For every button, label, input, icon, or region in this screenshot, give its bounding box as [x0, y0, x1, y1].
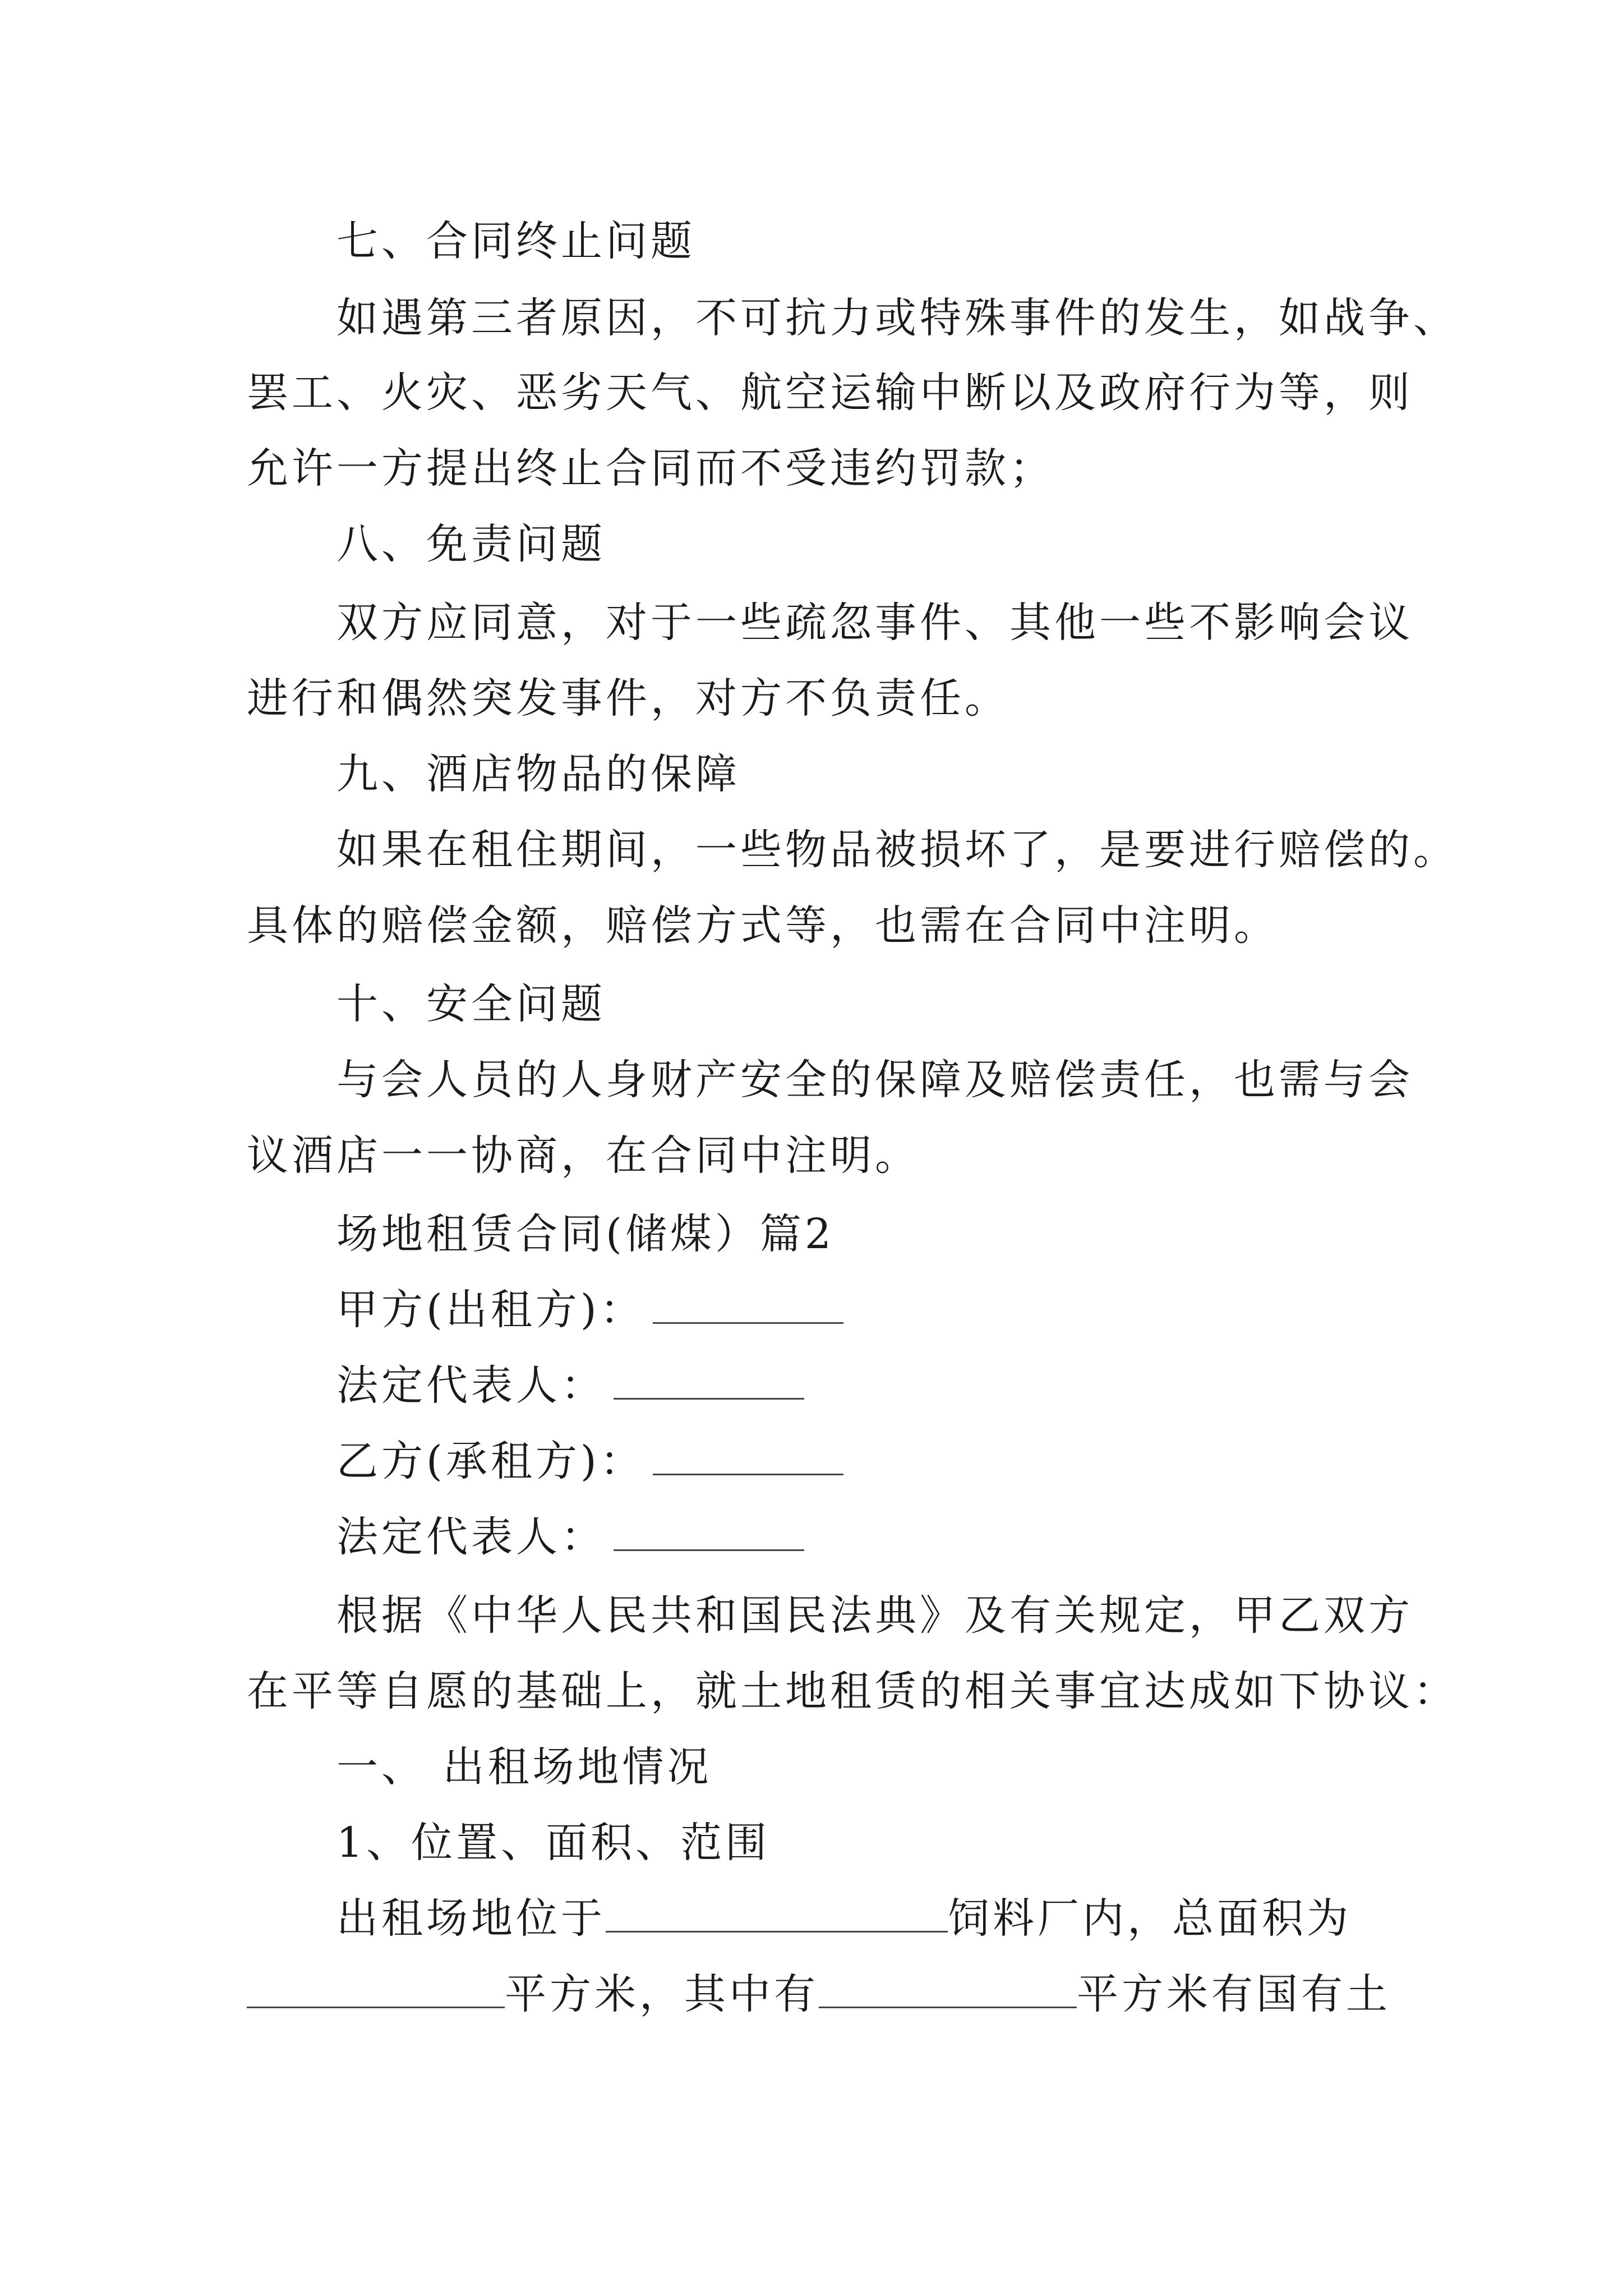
section-10-heading: 十、安全问题: [336, 980, 606, 1028]
section-7-heading: 七、合同终止问题: [336, 217, 695, 265]
section-7-line-1: 如遇第三者原因，不可抗力或特殊事件的发生，如战争、: [336, 294, 1458, 342]
section-7-line-3: 允许一方提出终止合同而不受违约罚款；: [247, 444, 1054, 493]
location-blank: [606, 1895, 948, 1932]
article-1-heading: 一、 出租场地情况: [336, 1743, 712, 1791]
location-label: 出租场地位于: [336, 1894, 606, 1943]
section-9-line-1: 如果在租住期间，一些物品被损坏了，是要进行赔偿的。: [336, 826, 1458, 874]
preamble-line-2: 在平等自愿的基础上，就土地租赁的相关事宜达成如下协议：: [247, 1667, 1458, 1715]
total-area-label: 饲料厂内，总面积为: [948, 1894, 1352, 1943]
party-a-blank: [653, 1286, 843, 1324]
section-10-line-1: 与会人员的人身财产安全的保障及赔偿责任，也需与会: [336, 1056, 1413, 1104]
total-area-blank: [247, 1971, 505, 2008]
party-a-label: 甲方(出租方)：: [336, 1286, 645, 1334]
rep-b-blank: [614, 1513, 804, 1551]
rep-b-label: 法定代表人：: [336, 1513, 606, 1561]
party-b-label: 乙方(承租方)：: [336, 1437, 645, 1485]
article-1-line-1: [336, 1890, 1352, 1947]
party-b-blank: [653, 1438, 843, 1475]
article-1-subheading: 1、位置、面积、范围: [336, 1819, 771, 1867]
rep-a-blank: [614, 1362, 804, 1400]
section-7-line-2: 罢工、火灾、恶劣天气、航空运输中断以及政府行为等，则: [247, 369, 1413, 417]
contract-2-title: 场地租赁合同(储煤）篇2: [336, 1210, 834, 1258]
party-b-field: [336, 1433, 843, 1489]
section-8-line-2: 进行和偶然突发事件，对方不负责任。: [247, 674, 1009, 723]
section-8-heading: 八、免责问题: [336, 520, 606, 568]
party-a-field: [336, 1282, 843, 1338]
section-9-line-2: 具体的赔偿金额，赔偿方式等，也需在合同中注明。: [247, 901, 1279, 950]
article-1-line-2: [247, 1966, 1391, 2022]
area-unit-label: 平方米，其中有: [505, 1970, 819, 2018]
section-8-line-1: 双方应同意，对于一些疏忽事件、其他一些不影响会议: [336, 599, 1413, 647]
rep-a-field: [336, 1358, 804, 1414]
rep-a-label: 法定代表人：: [336, 1361, 606, 1410]
section-10-line-2: 议酒店一一协商，在合同中注明。: [247, 1131, 920, 1180]
rep-b-field: [336, 1509, 804, 1565]
state-land-area-blank: [819, 1971, 1077, 2008]
preamble-line-1: 根据《中华人民共和国民法典》及有关规定，甲乙双方: [336, 1591, 1413, 1640]
section-9-heading: 九、酒店物品的保障: [336, 750, 740, 798]
state-land-label: 平方米有国有土: [1077, 1970, 1391, 2018]
